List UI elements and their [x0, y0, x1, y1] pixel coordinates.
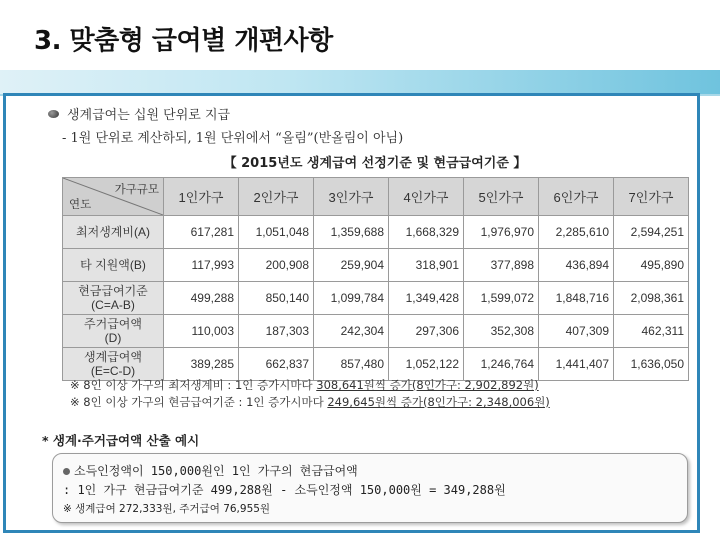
table-cell: 1,349,428 [389, 282, 464, 315]
note-min-cost-prefix: ※ 8인 이상 가구의 최저생계비 : 1인 증가시마다 [70, 378, 317, 392]
table-cell: 1,359,688 [314, 216, 389, 249]
table-cell: 462,311 [614, 315, 689, 348]
table-cell: 1,636,050 [614, 348, 689, 381]
row-label-formula: (E=C-D) [90, 364, 136, 378]
note-min-cost-increment: 308,641원씩 증가(8인가구: 2,902,892원) [316, 378, 539, 392]
row-label-main: 타 지원액(B) [80, 258, 146, 272]
table-row [63, 315, 689, 348]
note-cash-standard-increment: 249,645원씩 증가(8인가구: 2,348,006원) [327, 395, 550, 409]
table-cell: 1,246,764 [464, 348, 539, 381]
row-label-formula: (D) [104, 331, 122, 345]
benefit-table [62, 177, 689, 381]
column-header: 6인가구 [539, 178, 614, 216]
table-cell: 2,285,610 [539, 216, 614, 249]
table-cell: 110,003 [164, 315, 239, 348]
table-cell: 297,306 [389, 315, 464, 348]
example-line-3: ※ 생계급여 272,333원, 주거급여 76,955원 [63, 503, 271, 515]
row-label [63, 216, 164, 249]
note-cash-standard-prefix: ※ 8인 이상 가구의 현금급여기준 : 1인 증가시마다 [70, 395, 328, 409]
note-cash-standard [70, 394, 550, 410]
table-cell: 389,285 [164, 348, 239, 381]
table-cell: 2,098,361 [614, 282, 689, 315]
table-cell: 259,904 [314, 249, 389, 282]
column-header: 2인가구 [239, 178, 314, 216]
table-cell: 352,308 [464, 315, 539, 348]
intro-bullet [48, 104, 230, 123]
column-header: 3인가구 [314, 178, 389, 216]
table-cell: 617,281 [164, 216, 239, 249]
row-label-formula: (C=A-B) [91, 298, 135, 312]
table-cell: 1,599,072 [464, 282, 539, 315]
table-cell: 2,594,251 [614, 216, 689, 249]
table-cell: 407,309 [539, 315, 614, 348]
table-cell: 1,848,716 [539, 282, 614, 315]
row-label [63, 315, 164, 348]
table-row [63, 282, 689, 315]
column-header: 1인가구 [164, 178, 239, 216]
example-line-2: : 1인 가구 현금급여기준 499,288원 - 소득인정액 150,000원 = 349,288원 [63, 483, 506, 497]
table-cell: 1,051,048 [239, 216, 314, 249]
table-cell: 1,976,970 [464, 216, 539, 249]
note-min-cost [70, 377, 539, 393]
table-cell: 850,140 [239, 282, 314, 315]
row-label-main: 최저생계비(A) [76, 225, 150, 239]
table-title: 【 2015년도 생계급여 선정기준 및 현금급여기준 】 [223, 156, 527, 171]
table-body [63, 216, 689, 381]
table-cell: 1,668,329 [389, 216, 464, 249]
intro-bullet-text: 생계급여는 십원 단위로 지급 [67, 108, 231, 123]
bullet-dot-icon [48, 110, 59, 118]
row-label-main: 주거급여액 [84, 317, 142, 331]
table-corner-cell [63, 178, 164, 216]
table-row [63, 216, 689, 249]
table-cell: 662,837 [239, 348, 314, 381]
row-label [63, 249, 164, 282]
bullet-dot-icon [63, 468, 70, 475]
row-label [63, 348, 164, 381]
row-label-main: 현금급여기준 [78, 284, 148, 298]
table-header-row [63, 178, 689, 216]
table-cell: 200,908 [239, 249, 314, 282]
table-cell: 318,901 [389, 249, 464, 282]
example-line-1-text: 소득인정액이 150,000원인 1인 가구의 현금급여액 [74, 464, 358, 478]
table-row [63, 249, 689, 282]
row-label [63, 282, 164, 315]
table-cell: 377,898 [464, 249, 539, 282]
table-cell: 499,288 [164, 282, 239, 315]
header-band [0, 70, 720, 94]
table-cell: 495,890 [614, 249, 689, 282]
table-cell: 1,441,407 [539, 348, 614, 381]
intro-subtext: - 1원 단위로 계산하되, 1원 단위에서 “올림”(반올림이 아님) [62, 131, 404, 146]
row-label-main: 생계급여액 [84, 350, 142, 364]
table-cell: 436,894 [539, 249, 614, 282]
corner-label-household: 가구규모 [114, 184, 159, 196]
table-row [63, 348, 689, 381]
table-cell: 857,480 [314, 348, 389, 381]
table-cell: 1,099,784 [314, 282, 389, 315]
column-header: 4인가구 [389, 178, 464, 216]
example-line-1 [63, 462, 358, 479]
slide-title: 3. 맞춤형 급여별 개편사항 [34, 26, 333, 56]
column-header: 5인가구 [464, 178, 539, 216]
example-box [52, 453, 688, 523]
column-header: 7인가구 [614, 178, 689, 216]
table-cell: 187,303 [239, 315, 314, 348]
table-cell: 1,052,122 [389, 348, 464, 381]
table-cell: 242,304 [314, 315, 389, 348]
corner-label-year: 연도 [69, 199, 92, 211]
table-cell: 117,993 [164, 249, 239, 282]
example-heading: * 생계·주거급여액 산출 예시 [42, 433, 200, 448]
